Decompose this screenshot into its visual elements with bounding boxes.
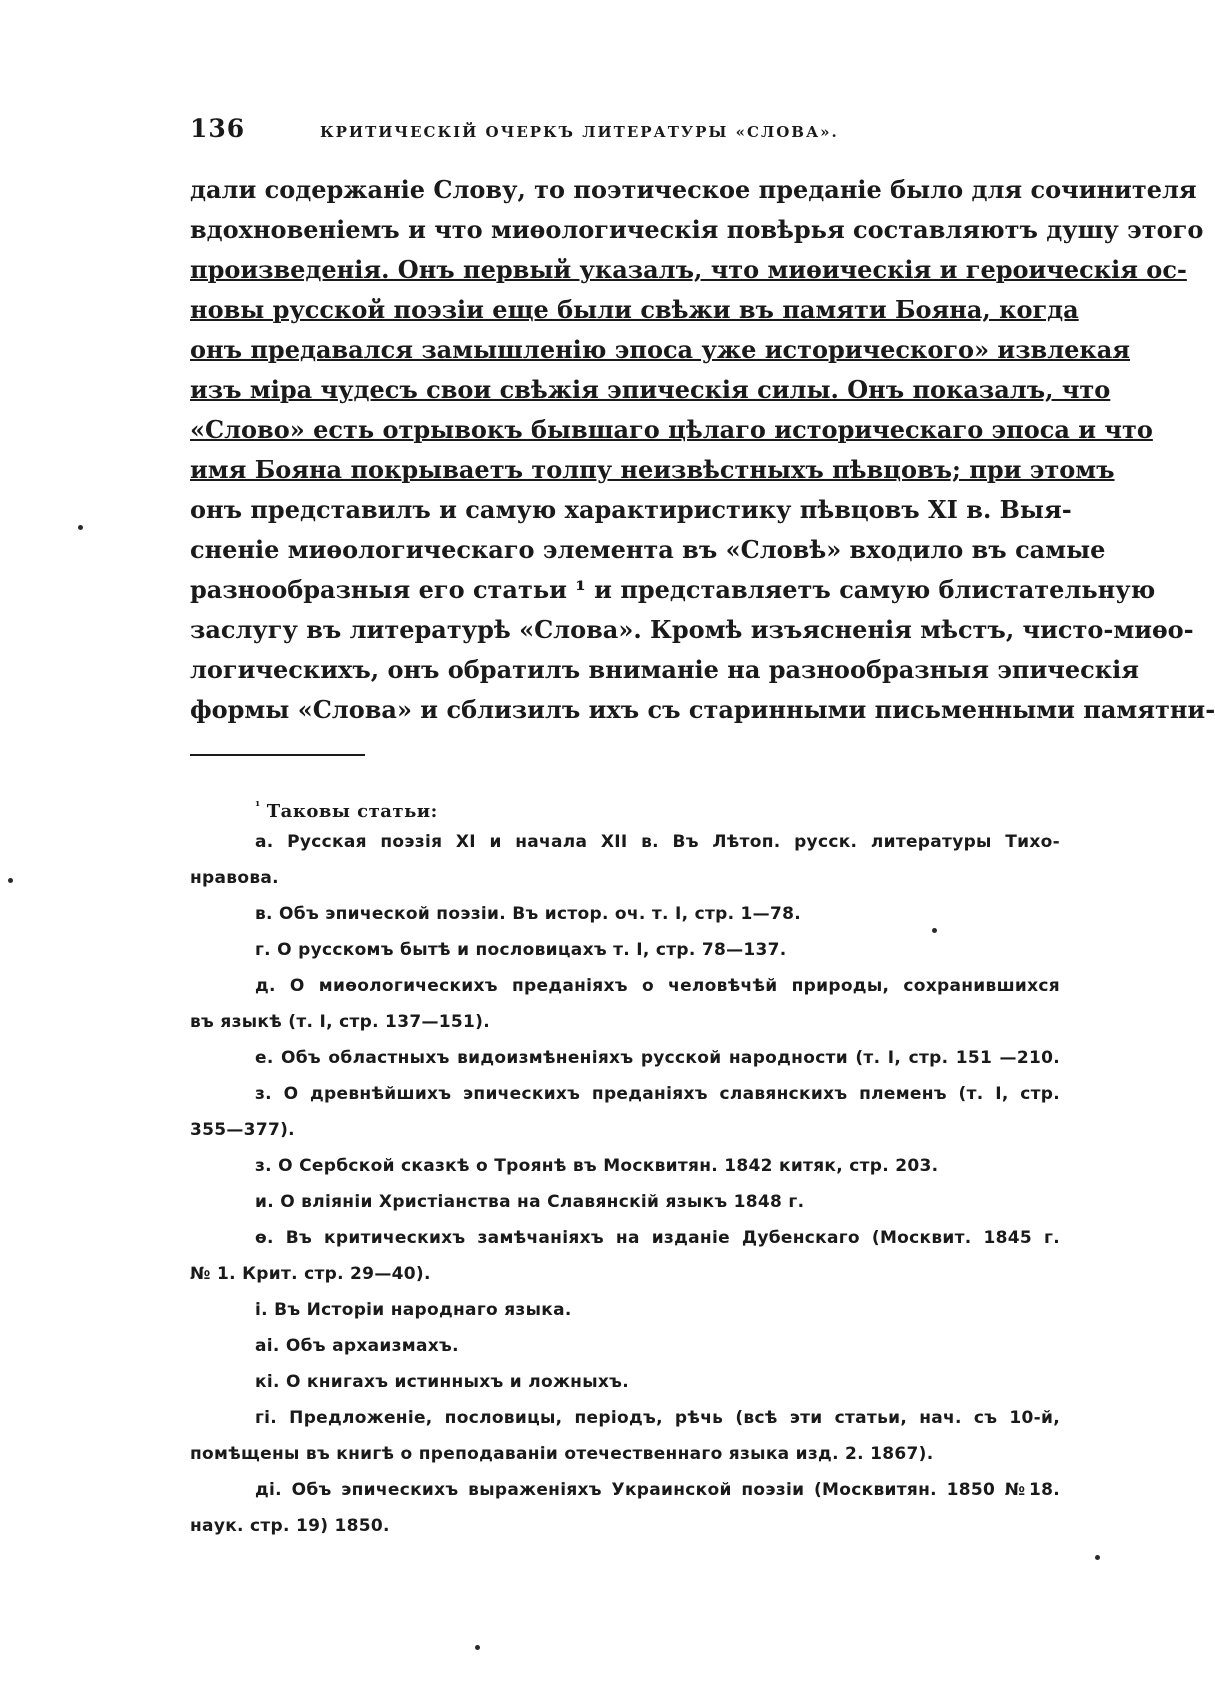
footnote-line: нравова. — [190, 868, 279, 888]
text-line: сненіе миѳологическаго элемента въ «Словѣ» входило въ самые — [190, 535, 1106, 564]
footnote-heading — [190, 788, 1060, 824]
footnote-line: ai. Объ архаизмахъ. — [255, 1336, 459, 1356]
footnote-heading-text: Таковы статьи: — [266, 801, 438, 822]
footnote-line: и. О вліяніи Христіанства на Славянскій языкъ 1848 г. — [255, 1192, 805, 1212]
footnote-line: ѳ. Въ критическихъ замѣчаніяхъ на изданіе Дубенскаго (Москвит. 1845 г. — [255, 1228, 1060, 1248]
footnote-line: № 1. Крит. стр. 29—40). — [190, 1264, 431, 1284]
text-line: разнообразныя его статьи ¹ и представляетъ самую блистательную — [190, 575, 1156, 604]
text-line: формы «Слова» и сблизилъ ихъ съ старинными письменными памятни- — [190, 695, 1215, 724]
footnote-line: наук. стр. 19) 1850. — [190, 1516, 390, 1536]
text-line: дали содержаніе Слову, то поэтическое преданіе было для сочинителя — [190, 175, 1197, 204]
text-line: логическихъ, онъ обратилъ вниманіе на разнообразныя эпическія — [190, 655, 1139, 684]
footnotes — [190, 788, 1060, 1544]
footnote-line: е. Объ областныхъ видоизмѣненіяхъ русской народности (т. I, стр. 151 —210. — [255, 1048, 1060, 1068]
text-line: заслугу въ литературѣ «Слова». Кромѣ изъясненія мѣстъ, чисто-миѳо- — [190, 615, 1194, 644]
text-line: изъ міра чудесъ свои свѣжія эпическія силы. Онъ показалъ, что — [190, 375, 1111, 404]
ink-speck — [8, 878, 13, 883]
text-line: новы русской поэзіи еще были свѣжи въ памяти Бояна, когда — [190, 295, 1079, 324]
page-number: 136 — [190, 114, 246, 143]
running-title: КРИТИЧЕСКІЙ ОЧЕРКЪ ЛИТЕРАТУРЫ «СЛОВА». — [320, 123, 839, 141]
text-line: имя Бояна покрываетъ толпу неизвѣстныхъ пѣвцовъ; при этомъ — [190, 455, 1115, 484]
page-header — [190, 114, 1060, 143]
footnote-line: помѣщены въ книгѣ о преподаваніи отечественнаго языка изд. 2. 1867). — [190, 1444, 934, 1464]
footnote-line: дi. Объ эпическихъ выраженіяхъ Украинской поэзіи (Москвитян. 1850 №18. — [255, 1480, 1060, 1500]
footnote-line: г. О русскомъ бытѣ и пословицахъ т. I, стр. 78—137. — [255, 940, 787, 960]
text-line: «Слово» есть отрывокъ бывшаго цѣлаго историческаго эпоса и что — [190, 415, 1153, 444]
footnote-line: въ языкѣ (т. I, стр. 137—151). — [190, 1012, 490, 1032]
footnote-line: з. О Сербской сказкѣ о Троянѣ въ Москвитян. 1842 китяк, стр. 203. — [255, 1156, 939, 1176]
footnote-line: д. О миѳологическихъ преданіяхъ о человѣчѣй природы, сохранившихся — [255, 976, 1060, 996]
footnote-line: і. Въ Исторіи народнаго языка. — [255, 1300, 572, 1320]
ink-speck — [1095, 1555, 1100, 1560]
footnote-line: гi. Предложеніе, пословицы, періодъ, рѣчь (всѣ эти статьи, нач. съ 10-й, — [255, 1408, 1060, 1428]
text-line: вдохновеніемъ и что миѳологическія повѣрья составляютъ душу этого — [190, 215, 1204, 244]
ink-speck — [475, 1645, 480, 1650]
text-line: произведенія. Онъ первый указалъ, что миѳическія и героическія ос- — [190, 255, 1187, 284]
footnote-marker: ¹ — [255, 799, 261, 813]
footnote-rule — [190, 754, 365, 756]
main-text — [190, 170, 1215, 730]
footnote-line: кi. О книгахъ истинныхъ и ложныхъ. — [255, 1372, 629, 1392]
ink-speck — [78, 525, 83, 530]
footnote-line: а. Русская поэзія XI и начала XII в. Въ Лѣтоп. русск. литературы Тихо- — [255, 832, 1060, 852]
text-line: онъ предавался замышленію эпоса уже исторического» извлекая — [190, 335, 1131, 364]
ink-speck — [932, 928, 937, 933]
text-line: онъ представилъ и самую характиристику пѣвцовъ XI в. Выя- — [190, 495, 1072, 524]
footnote-line: 355—377). — [190, 1120, 295, 1140]
footnote-line: з. О древнѣйшихъ эпическихъ преданіяхъ славянскихъ племенъ (т. I, стр. — [255, 1084, 1060, 1104]
footnote-line: в. Объ эпической поэзіи. Въ истор. оч. т. I, стр. 1—78. — [255, 904, 801, 924]
